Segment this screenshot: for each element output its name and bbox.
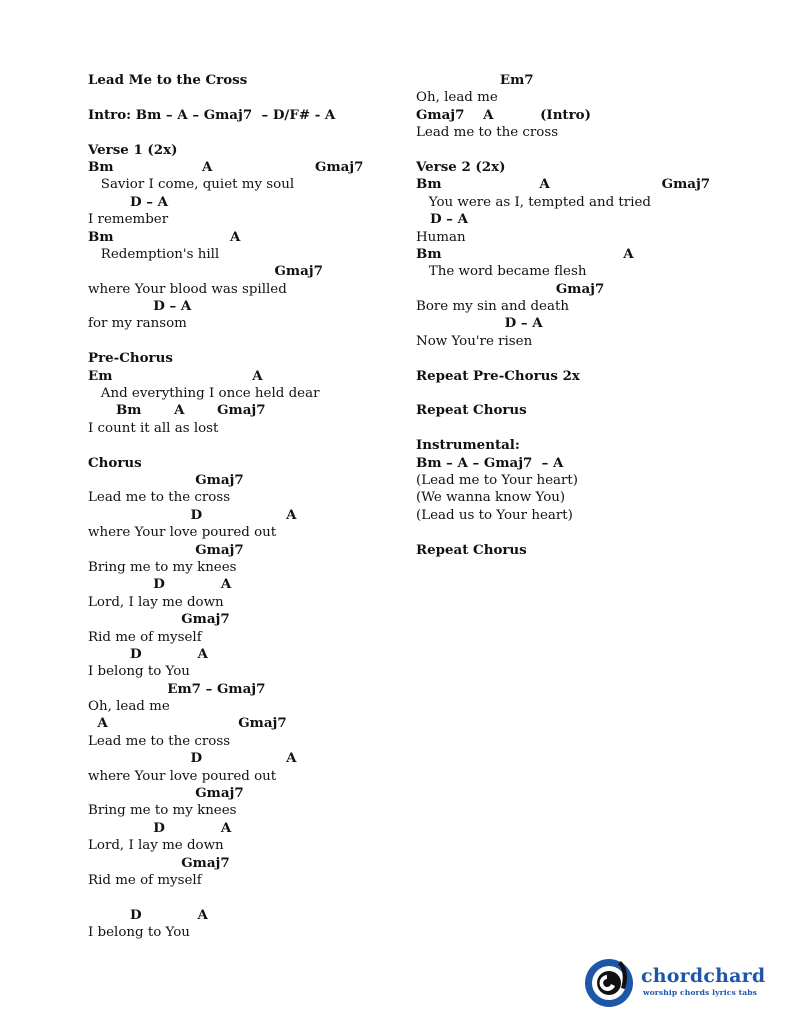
- lyric-line: I count it all as lost: [88, 420, 219, 436]
- lyric-line: Lead me to the cross: [88, 733, 231, 749]
- lyric-line: Lead me to the cross: [416, 125, 559, 141]
- lyric-line: Oh, lead me: [416, 90, 498, 106]
- chord-or-heading-line: Gmaj7: [88, 854, 230, 871]
- lyric-line: Oh, lead me: [88, 699, 170, 715]
- lyric-line: Bring me to my knees: [88, 559, 237, 575]
- lyric-line: [416, 385, 756, 402]
- chord-or-heading-line: D A: [88, 645, 208, 662]
- lyric-line: Bore my sin and death: [416, 299, 569, 315]
- chord-or-heading-line: D – A: [416, 315, 543, 332]
- lyric-line: (Lead me to Your heart): [416, 472, 578, 488]
- lyric-line: Lead me to the cross: [88, 490, 231, 506]
- lyric-line: The word became flesh: [416, 264, 587, 280]
- chord-or-heading-line: D A: [88, 506, 297, 523]
- lyric-line: Lord, I lay me down: [88, 838, 224, 854]
- lyric-line: [416, 142, 756, 159]
- lyric-line: [88, 89, 408, 106]
- lyric-line: Human: [416, 229, 466, 245]
- lyric-line: [416, 420, 756, 437]
- lyric-line: [88, 333, 408, 350]
- chord-or-heading-line: Gmaj7: [88, 263, 323, 280]
- chord-or-heading-line: Gmaj7: [88, 785, 244, 802]
- logo-title: chordchard: [641, 965, 766, 987]
- chord-or-heading-line: Gmaj7: [416, 280, 605, 297]
- lyric-line: [88, 437, 408, 454]
- chord-or-heading-line: Gmaj7 A (Intro): [416, 106, 591, 123]
- chord-or-heading-line: D – A: [88, 298, 192, 315]
- chord-or-heading-line: Verse 1 (2x): [88, 141, 178, 158]
- chord-or-heading-line: Gmaj7: [88, 471, 244, 488]
- lyric-line: I belong to You: [88, 925, 190, 941]
- lyric-line: Rid me of myself: [88, 872, 202, 888]
- chord-or-heading-line: Gmaj7: [88, 541, 244, 558]
- chord-or-heading-line: Repeat Chorus: [416, 541, 527, 558]
- chord-or-heading-line: Em7 – Gmaj7: [88, 680, 266, 697]
- lyric-line: where Your blood was spilled: [88, 281, 287, 297]
- chord-or-heading-line: D A: [88, 750, 297, 767]
- lyric-line: for my ransom: [88, 316, 187, 332]
- chord-or-heading-line: A Gmaj7: [88, 715, 287, 732]
- chord-or-heading-line: Pre-Chorus: [88, 350, 173, 367]
- chord-or-heading-line: D A: [88, 576, 232, 593]
- chord-or-heading-line: Lead Me to the Cross: [88, 72, 248, 88]
- chord-or-heading-line: Gmaj7: [88, 611, 230, 628]
- chord-or-heading-line: Bm A Gmaj7: [416, 176, 711, 193]
- chord-or-heading-line: Bm A: [88, 228, 241, 245]
- chord-or-heading-line: Repeat Chorus: [416, 402, 527, 419]
- song-left-column: [88, 72, 408, 942]
- lyric-line: And everything I once held dear: [88, 386, 320, 402]
- chord-or-heading-line: Bm A Gmaj7: [88, 402, 266, 419]
- lyric-line: Lord, I lay me down: [88, 594, 224, 610]
- lyric-line: [88, 889, 408, 906]
- lyric-line: where Your love poured out: [88, 525, 277, 541]
- chord-or-heading-line: Em7: [416, 72, 534, 88]
- lyric-line: (We wanna know You): [416, 490, 566, 506]
- chord-or-heading-line: Repeat Pre-Chorus 2x: [416, 367, 580, 384]
- song-right-column: [416, 72, 756, 559]
- chord-or-heading-line: Bm A: [416, 245, 634, 262]
- chord-or-heading-line: Bm – A – Gmaj7 – A: [416, 454, 564, 471]
- chord-or-heading-line: Em A: [88, 367, 263, 384]
- lyric-line: Savior I come, quiet my soul: [88, 177, 295, 193]
- lyric-line: where Your love poured out: [88, 768, 277, 784]
- lyric-line: (Lead us to Your heart): [416, 507, 573, 523]
- lyric-line: Bring me to my knees: [88, 803, 237, 819]
- chordchard-logo-icon: [583, 955, 638, 1010]
- lyric-line: [416, 350, 756, 367]
- chord-or-heading-line: D A: [88, 819, 232, 836]
- lyric-line: You were as I, tempted and tried: [416, 194, 651, 210]
- lyric-line: I remember: [88, 212, 169, 228]
- chord-or-heading-line: Instrumental:: [416, 437, 520, 454]
- chord-or-heading-line: Verse 2 (2x): [416, 158, 506, 175]
- chord-or-heading-line: Bm A Gmaj7: [88, 158, 364, 175]
- chord-or-heading-line: D A: [88, 906, 208, 923]
- chord-or-heading-line: D – A: [416, 211, 469, 228]
- chordchard-logo[interactable]: [583, 955, 773, 1010]
- chord-or-heading-line: Intro: Bm – A – Gmaj7 – D/F# - A: [88, 106, 336, 123]
- logo-tagline: worship chords lyrics tabs: [643, 988, 758, 997]
- lyric-line: [88, 124, 408, 141]
- lyric-line: [416, 524, 756, 541]
- lyric-line: I belong to You: [88, 664, 190, 680]
- chord-or-heading-line: D – A: [88, 193, 168, 210]
- lyric-line: Redemption's hill: [88, 246, 220, 262]
- lyric-line: Rid me of myself: [88, 629, 202, 645]
- lyric-line: Now You're risen: [416, 333, 533, 349]
- chord-or-heading-line: Chorus: [88, 454, 142, 471]
